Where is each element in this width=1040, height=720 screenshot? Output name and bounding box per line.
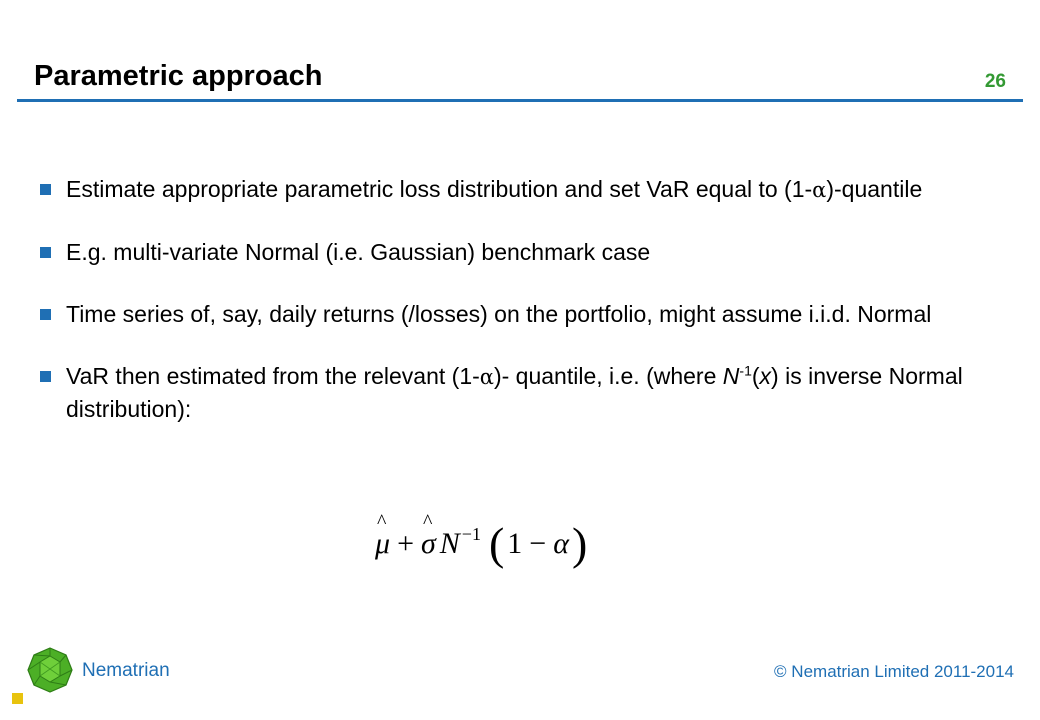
bullet-square-icon (40, 184, 51, 195)
bullet-text: Estimate appropriate parametric loss distribution and set VaR equal to (1-α)-quantile (66, 176, 923, 202)
formula-plus: + (397, 527, 414, 560)
bullet-text: Time series of, say, daily returns (/losses) on the portfolio, might assume i.i.d. Normal (66, 301, 932, 327)
bullet-text: VaR then estimated from the relevant (1-α)- quantile, i.e. (where $N^{-1}(x)$ is inverse Normal distribution): (66, 362, 963, 422)
bullet-text: E.g. multi-variate Normal (i.e. Gaussian) benchmark case (66, 239, 651, 265)
formula-n: N (439, 527, 460, 560)
bullet-item (40, 173, 1000, 206)
slide-title: Parametric approach (34, 60, 323, 92)
formula-mu-hat: ^ μ (375, 527, 390, 561)
green-polyhedron-icon (26, 646, 74, 694)
formula-sigma-hat: ^ σ (421, 527, 436, 561)
bullet-item (40, 236, 1000, 268)
brand-name: Nematrian (82, 660, 170, 681)
bullet-list (40, 173, 1000, 455)
formula-open-paren: ( (488, 518, 505, 569)
bullet-square-icon (40, 247, 51, 258)
corner-square-icon (12, 693, 23, 704)
bullet-item (40, 360, 1000, 425)
formula-close-paren: ) (571, 518, 588, 569)
copyright-notice: © Nematrian Limited 2011-2014 (774, 662, 1014, 681)
formula-minus: − (529, 527, 547, 560)
title-divider (17, 99, 1023, 102)
bullet-square-icon (40, 309, 51, 320)
var-formula: ^ μ + ^ σ N $^{-1}$ ( 1 − α ) (375, 518, 590, 570)
formula-one: 1 (507, 527, 523, 560)
formula-alpha: α (553, 527, 569, 560)
bullet-item (40, 298, 1000, 330)
bullet-square-icon (40, 371, 51, 382)
slide-number: 26 (984, 71, 1006, 92)
